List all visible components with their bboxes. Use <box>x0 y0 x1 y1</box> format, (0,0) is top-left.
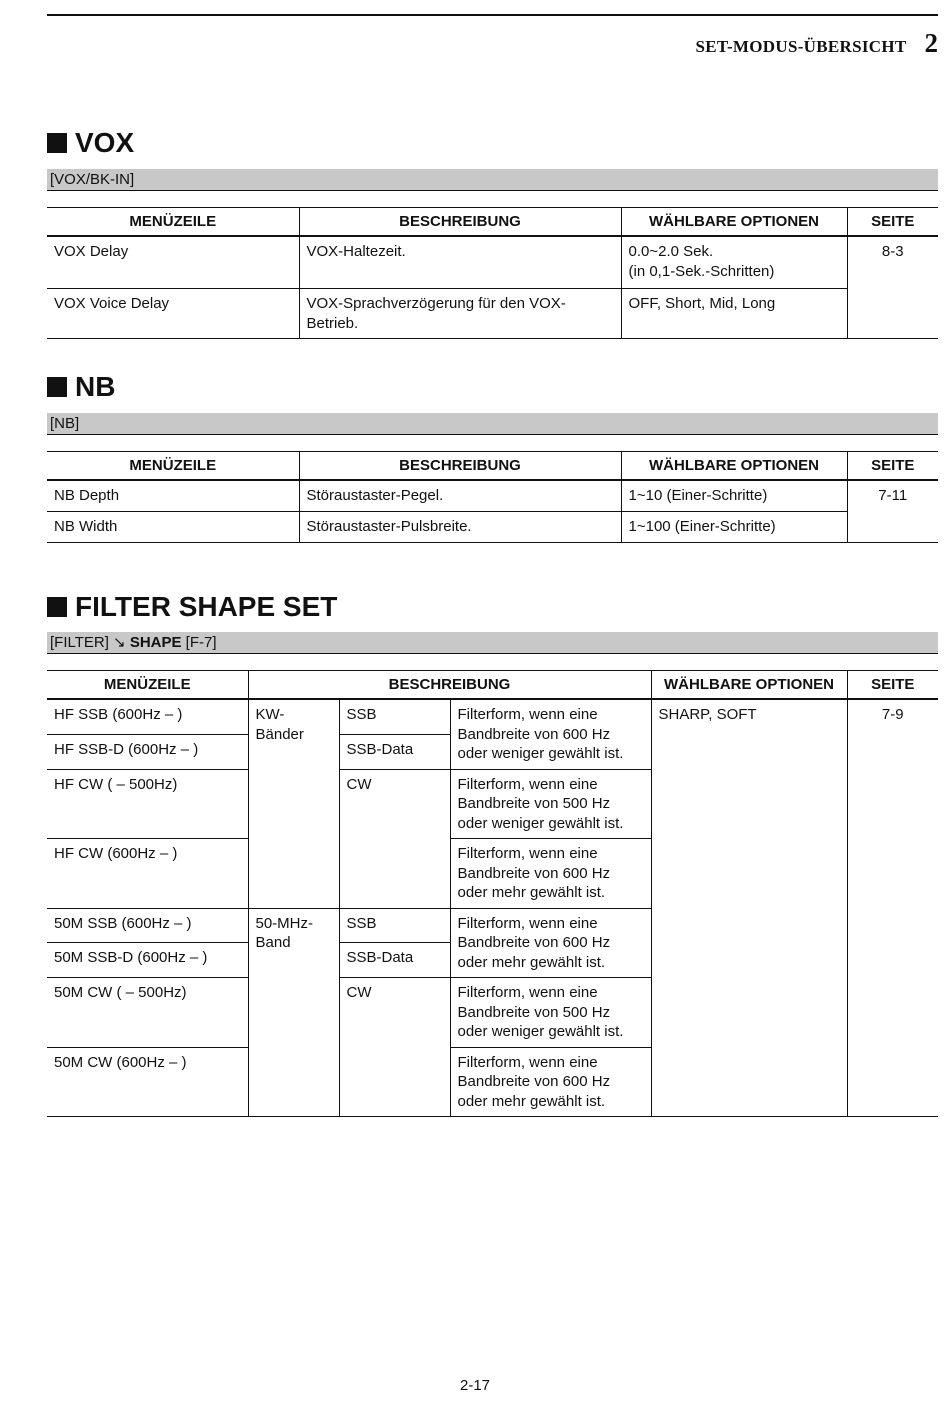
filter-desc-cell: Filterform, wenn eine Bandbreite von 500 Hz oder weniger gewählt ist. <box>450 769 651 839</box>
options-cell: SHARP, SOFT <box>651 699 847 1117</box>
black-square-icon <box>47 133 67 153</box>
section-title-text: VOX <box>75 127 135 158</box>
col-page-header: SEITE <box>847 671 938 700</box>
nb-table <box>47 451 938 543</box>
black-square-icon <box>47 377 67 397</box>
mode-cell: CW <box>339 769 450 908</box>
key-path-prefix: [FILTER] ↘ <box>50 634 130 651</box>
chapter-number: 2 <box>924 28 938 58</box>
options-cell: 0.0~2.0 Sek. (in 0,1-Sek.-Schritten) <box>621 236 847 289</box>
desc-cell: Störaustaster-Pegel. <box>299 480 621 512</box>
col-options-header: WÄHLBARE OPTIONEN <box>621 452 847 481</box>
page-cell: 8-3 <box>847 236 938 339</box>
table-row <box>47 289 938 339</box>
menu-cell: HF CW (600Hz – ) <box>47 839 248 909</box>
menu-cell: VOX Voice Delay <box>47 289 299 339</box>
table-row <box>47 512 938 543</box>
band-cell: 50-MHz- Band <box>248 908 339 1117</box>
filter-table <box>47 670 938 1117</box>
options-cell: OFF, Short, Mid, Long <box>621 289 847 339</box>
desc-cell: VOX-Sprachverzögerung für den VOX- Betrieb. <box>299 289 621 339</box>
band-cell: KW- Bänder <box>248 699 339 908</box>
key-path-suffix: [F-7] <box>181 634 217 651</box>
col-menu-header: MENÜZEILE <box>47 671 248 700</box>
menu-cell: HF CW ( – 500Hz) <box>47 769 248 839</box>
menu-cell: 50M CW (600Hz – ) <box>47 1047 248 1117</box>
col-desc-header: BESCHREIBUNG <box>299 208 621 237</box>
col-desc-header: BESCHREIBUNG <box>299 452 621 481</box>
menu-cell: NB Depth <box>47 480 299 512</box>
mode-cell: SSB-Data <box>339 943 450 978</box>
menu-cell: HF SSB (600Hz – ) <box>47 699 248 735</box>
col-page-header: SEITE <box>847 208 938 237</box>
menu-cell: VOX Delay <box>47 236 299 289</box>
col-menu-header: MENÜZEILE <box>47 208 299 237</box>
key-path-bold: SHAPE <box>129 634 182 651</box>
filter-desc-cell: Filterform, wenn eine Bandbreite von 600 Hz oder weniger gewählt ist. <box>450 699 651 769</box>
page-cell: 7-11 <box>847 480 938 542</box>
section-title-text: FILTER SHAPE SET <box>75 591 338 622</box>
table-row <box>47 699 938 735</box>
page-header <box>695 28 938 59</box>
filter-desc-cell: Filterform, wenn eine Bandbreite von 600 Hz oder mehr gewählt ist. <box>450 1047 651 1117</box>
desc-cell: VOX-Haltezeit. <box>299 236 621 289</box>
section-title-nb <box>47 371 115 403</box>
table-row <box>47 236 938 289</box>
col-menu-header: MENÜZEILE <box>47 452 299 481</box>
filter-desc-cell: Filterform, wenn eine Bandbreite von 600 Hz oder mehr gewählt ist. <box>450 839 651 909</box>
mode-cell: SSB-Data <box>339 735 450 769</box>
table-header-row <box>47 671 938 700</box>
key-path-nb: [NB] <box>47 413 938 435</box>
key-path-vox: [VOX/BK-IN] <box>47 169 938 191</box>
vox-table <box>47 207 938 339</box>
col-options-header: WÄHLBARE OPTIONEN <box>651 671 847 700</box>
mode-cell: CW <box>339 978 450 1117</box>
top-rule <box>47 14 938 16</box>
mode-cell: SSB <box>339 908 450 943</box>
section-title-text: NB <box>75 371 116 402</box>
header-title: SET-MODUS-ÜBERSICHT <box>695 37 907 56</box>
menu-cell: 50M CW ( – 500Hz) <box>47 978 248 1048</box>
desc-cell: Störaustaster-Pulsbreite. <box>299 512 621 543</box>
options-cell: 1~100 (Einer-Schritte) <box>621 512 847 543</box>
black-square-icon <box>47 597 67 617</box>
page-number: 2-17 <box>459 1377 491 1394</box>
menu-cell: 50M SSB (600Hz – ) <box>47 908 248 943</box>
menu-cell: HF SSB-D (600Hz – ) <box>47 735 248 769</box>
col-options-header: WÄHLBARE OPTIONEN <box>621 208 847 237</box>
key-path-filter <box>47 632 938 654</box>
table-row <box>47 480 938 512</box>
mode-cell: SSB <box>339 699 450 735</box>
menu-cell: NB Width <box>47 512 299 543</box>
table-header-row <box>47 452 938 481</box>
col-page-header: SEITE <box>847 452 938 481</box>
page-cell: 7-9 <box>847 699 938 1117</box>
filter-desc-cell: Filterform, wenn eine Bandbreite von 500 Hz oder weniger gewählt ist. <box>450 978 651 1048</box>
options-cell: 1~10 (Einer-Schritte) <box>621 480 847 512</box>
table-header-row <box>47 208 938 237</box>
menu-cell: 50M SSB-D (600Hz – ) <box>47 943 248 978</box>
section-title-filter <box>47 591 337 623</box>
section-title-vox <box>47 127 134 159</box>
col-desc-header: BESCHREIBUNG <box>248 671 651 700</box>
filter-desc-cell: Filterform, wenn eine Bandbreite von 600 Hz oder mehr gewählt ist. <box>450 908 651 978</box>
